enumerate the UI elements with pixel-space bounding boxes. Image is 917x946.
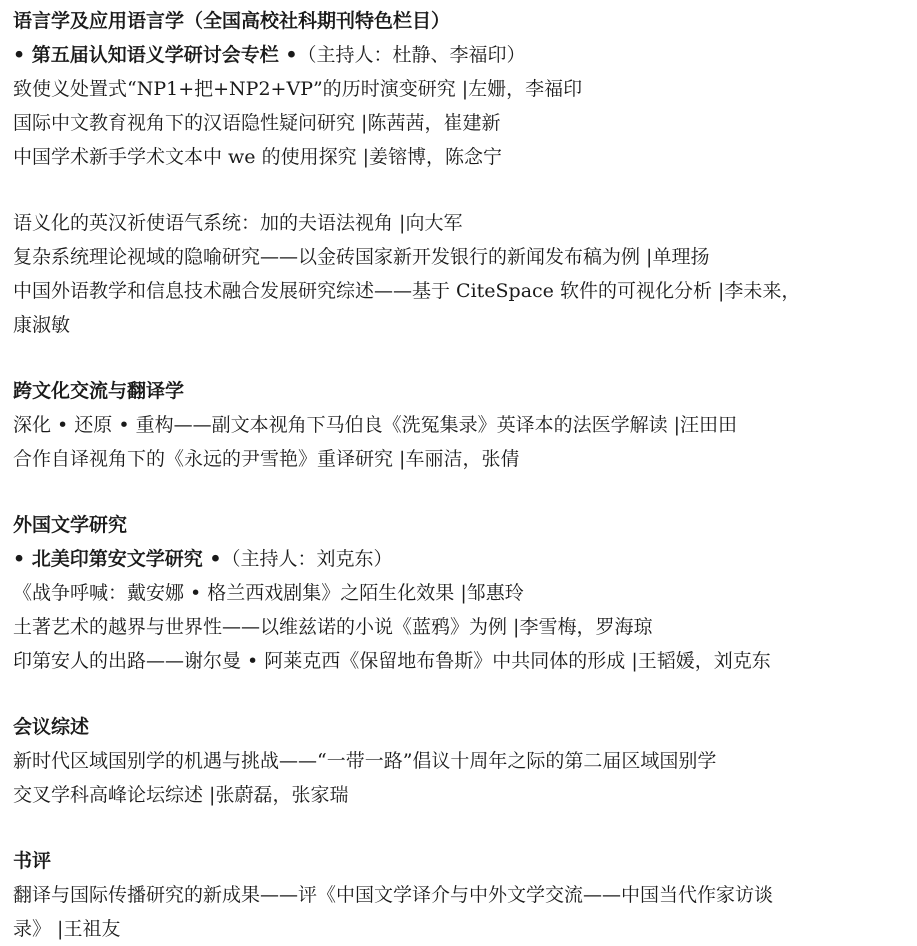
article-entry: 合作自译视角下的《永远的尹雪艳》重译研究 |车丽洁，张倩 xyxy=(13,448,520,470)
spacer xyxy=(13,342,917,374)
article-entry: 新时代区域国别学的机遇与挑战——“一带一路”倡议十周年之际的第二届区域国别学 xyxy=(13,750,717,772)
article-entry: 语义化的英汉祈使语气系统：加的夫语法视角 |向大军 xyxy=(13,212,463,234)
column-line xyxy=(13,542,917,576)
section-heading: 外国文学研究 xyxy=(13,514,128,536)
spacer xyxy=(13,174,917,206)
column-title: • 北美印第安文学研究 • xyxy=(13,548,222,570)
article-entry: 致使义处置式“NP1+把+NP2+VP”的历时演变研究 |左姗，李福印 xyxy=(13,78,583,100)
article-entry-continued: 康淑敏 xyxy=(13,314,71,336)
section-heading: 会议综述 xyxy=(13,716,90,738)
article-entry: 土著艺术的越界与世界性——以维兹诺的小说《蓝鸦》为例 |李雪梅，罗海琼 xyxy=(13,616,653,638)
column-title: • 第五届认知语义学研讨会专栏 • xyxy=(13,44,298,66)
article-entry-continued: 录》 |王祖友 xyxy=(13,918,121,940)
article-entry: 深化 • 还原 • 重构——副文本视角下马伯良《洗冤集录》英译本的法医学解读 |汪田田 xyxy=(13,414,738,436)
article-entry: 复杂系统理论视域的隐喻研究——以金砖国家新开发银行的新闻发布稿为例 |单理扬 xyxy=(13,246,710,268)
section-heading: 语言学及应用语言学（全国高校社科期刊特色栏目） xyxy=(13,10,451,32)
spacer xyxy=(13,812,917,844)
section-heading: 书评 xyxy=(13,850,52,872)
spacer xyxy=(13,678,917,710)
article-entry: 中国外语教学和信息技术融合发展研究综述——基于 CiteSpace 软件的可视化分析 |李未来， xyxy=(13,280,801,302)
article-entry: 印第安人的出路——谢尔曼 • 阿莱克西《保留地布鲁斯》中共同体的形成 |王韬媛，刘克东 xyxy=(13,650,771,672)
column-line xyxy=(13,38,917,72)
column-host: （主持人：刘克东） xyxy=(221,548,393,570)
article-entry: 中国学术新手学术文本中 we 的使用探究 |姜镕博，陈念宁 xyxy=(13,146,503,168)
article-entry-continued: 交叉学科高峰论坛综述 |张蔚磊，张家瑞 xyxy=(13,784,349,806)
section-heading: 跨文化交流与翻译学 xyxy=(13,380,185,402)
article-entry: 国际中文教育视角下的汉语隐性疑问研究 |陈茜茜，崔建新 xyxy=(13,112,501,134)
article-entry: 翻译与国际传播研究的新成果——评《中国文学译介与中外文学交流——中国当代作家访谈 xyxy=(13,884,774,906)
spacer xyxy=(13,476,917,508)
column-host: （主持人：杜静、李福印） xyxy=(297,44,526,66)
article-entry: 《战争呼喊：戴安娜 • 格兰西戏剧集》之陌生化效果 |邹惠玲 xyxy=(13,582,524,604)
